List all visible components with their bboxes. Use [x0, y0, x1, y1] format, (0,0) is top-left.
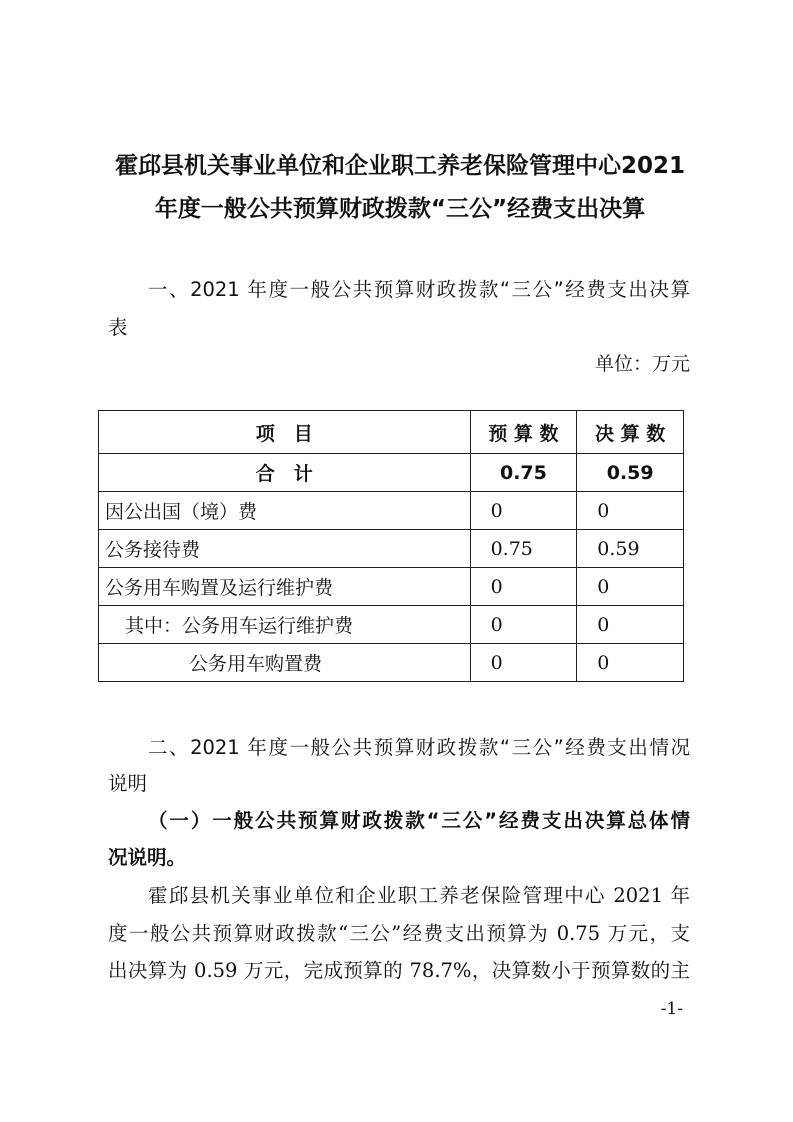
row-budget: 0	[470, 492, 577, 530]
total-label: 合 计	[99, 454, 471, 492]
table-header-row	[99, 411, 684, 454]
header-item: 项 目	[99, 411, 471, 454]
section2-heading: 二、2021 年度一般公共预算财政拨款“三公”经费支出情况	[148, 736, 690, 759]
row-label: 因公出国（境）费	[99, 492, 471, 530]
document-title-line2: 年度一般公共预算财政拨款“三公”经费支出决算	[154, 196, 646, 222]
table-row	[99, 606, 684, 644]
row-label: 公务用车购置及运行维护费	[99, 568, 471, 606]
row-final: 0	[577, 568, 684, 606]
total-budget: 0.75	[470, 454, 577, 492]
row-budget: 0	[470, 606, 577, 644]
section2-heading-cont: 说明	[108, 772, 148, 795]
row-final: 0	[577, 492, 684, 530]
section1-heading-cont: 表	[108, 316, 128, 339]
header-final: 决 算 数	[577, 411, 684, 454]
three-public-expense-table	[98, 410, 684, 682]
body-paragraph-line: 出决算为 0.59 万元，完成预算的 78.7%，决算数小于预算数的主	[108, 959, 690, 982]
subsection-heading: （一）一般公共预算财政拨款“三公”经费支出决算总体情	[148, 809, 690, 832]
table-total-row	[99, 454, 684, 492]
table-row	[99, 492, 684, 530]
row-budget: 0	[470, 568, 577, 606]
subsection-heading-cont: 况说明。	[108, 846, 187, 869]
row-final: 0	[577, 644, 684, 682]
table-row	[99, 644, 684, 682]
total-final: 0.59	[577, 454, 684, 492]
body-paragraph-line: 霍邱县机关事业单位和企业职工养老保险管理中心 2021 年	[148, 884, 690, 907]
header-budget: 预 算 数	[470, 411, 577, 454]
row-label: 其中：公务用车运行维护费	[99, 606, 471, 644]
row-budget: 0.75	[470, 530, 577, 568]
unit-label: 单位：万元	[594, 353, 690, 375]
row-budget: 0	[470, 644, 577, 682]
section1-heading: 一、2021 年度一般公共预算财政拨款“三公”经费支出决算	[148, 278, 690, 301]
row-label: 公务用车购置费	[99, 644, 471, 682]
row-final: 0.59	[577, 530, 684, 568]
body-paragraph-line: 度一般公共预算财政拨款“三公”经费支出预算为 0.75 万元，支	[108, 922, 690, 945]
row-label: 公务接待费	[99, 530, 471, 568]
page-number: -1-	[660, 999, 683, 1019]
document-title-line1: 霍邱县机关事业单位和企业职工养老保险管理中心2021	[114, 153, 685, 179]
row-final: 0	[577, 606, 684, 644]
table-row	[99, 530, 684, 568]
table-row	[99, 568, 684, 606]
